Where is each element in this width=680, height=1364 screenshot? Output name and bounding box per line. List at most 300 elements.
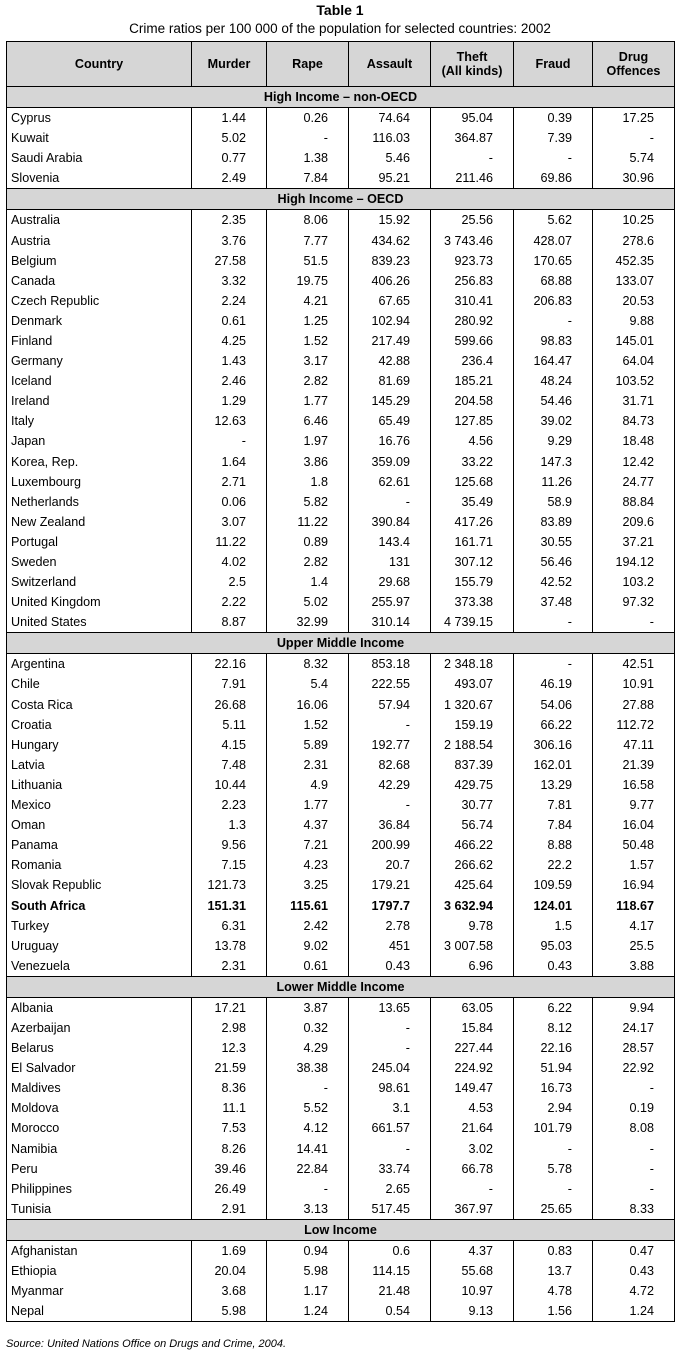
value-cell: 278.6: [593, 230, 675, 250]
country-cell: Japan: [7, 431, 192, 451]
value-cell: 16.76: [349, 431, 431, 451]
table-row: [7, 492, 675, 512]
country-cell: Maldives: [7, 1078, 192, 1098]
value-cell: 853.18: [349, 654, 431, 675]
value-cell: 2.82: [267, 552, 349, 572]
value-cell: 5.82: [267, 492, 349, 512]
value-cell: 209.6: [593, 512, 675, 532]
country-cell: El Salvador: [7, 1058, 192, 1078]
value-cell: 4.72: [593, 1281, 675, 1301]
country-cell: Oman: [7, 815, 192, 835]
value-cell: 5.98: [267, 1261, 349, 1281]
table-row: [7, 411, 675, 431]
value-cell: 2.23: [192, 795, 267, 815]
table-row: [7, 1078, 675, 1098]
country-cell: Romania: [7, 855, 192, 875]
value-cell: 18.48: [593, 431, 675, 451]
value-cell: 0.26: [267, 108, 349, 129]
value-cell: 22.92: [593, 1058, 675, 1078]
country-cell: Luxembourg: [7, 472, 192, 492]
value-cell: 42.88: [349, 351, 431, 371]
value-cell: 2 348.18: [431, 654, 514, 675]
value-cell: 12.63: [192, 411, 267, 431]
value-cell: 837.39: [431, 755, 514, 775]
value-cell: 1 320.67: [431, 695, 514, 715]
section-title: High Income – OECD: [7, 189, 675, 210]
value-cell: 25.65: [514, 1199, 593, 1220]
table-row: [7, 1179, 675, 1199]
country-cell: Slovak Republic: [7, 875, 192, 895]
value-cell: 162.01: [514, 755, 593, 775]
table-row: [7, 371, 675, 391]
value-cell: 255.97: [349, 592, 431, 612]
value-cell: 64.04: [593, 351, 675, 371]
country-cell: Lithuania: [7, 775, 192, 795]
value-cell: 145.29: [349, 391, 431, 411]
value-cell: 280.92: [431, 311, 514, 331]
value-cell: 7.48: [192, 755, 267, 775]
value-cell: 20.7: [349, 855, 431, 875]
value-cell: 417.26: [431, 512, 514, 532]
value-cell: -: [514, 1179, 593, 1199]
value-cell: 8.36: [192, 1078, 267, 1098]
value-cell: 20.04: [192, 1261, 267, 1281]
table-row: [7, 128, 675, 148]
value-cell: 2.65: [349, 1179, 431, 1199]
value-cell: 124.01: [514, 895, 593, 915]
value-cell: 8.08: [593, 1118, 675, 1138]
value-cell: 33.22: [431, 452, 514, 472]
value-cell: 5.98: [192, 1301, 267, 1322]
value-cell: 15.84: [431, 1018, 514, 1038]
value-cell: 452.35: [593, 251, 675, 271]
table-row: [7, 331, 675, 351]
table-row: [7, 552, 675, 572]
value-cell: 2.5: [192, 572, 267, 592]
section-title: Lower Middle Income: [7, 976, 675, 997]
value-cell: -: [431, 1179, 514, 1199]
table-row: [7, 391, 675, 411]
value-cell: 9.88: [593, 311, 675, 331]
value-cell: 428.07: [514, 230, 593, 250]
value-cell: 4.23: [267, 855, 349, 875]
country-cell: Moldova: [7, 1098, 192, 1118]
column-header-assault: Assault: [349, 42, 431, 87]
country-cell: Croatia: [7, 715, 192, 735]
value-cell: 10.91: [593, 674, 675, 694]
table-row: [7, 775, 675, 795]
value-cell: 4.9: [267, 775, 349, 795]
table-row: [7, 532, 675, 552]
table-row: [7, 1018, 675, 1038]
table-row: [7, 1118, 675, 1138]
value-cell: 256.83: [431, 271, 514, 291]
table-row: [7, 1139, 675, 1159]
value-cell: 37.21: [593, 532, 675, 552]
table-caption: Crime ratios per 100 000 of the population for selected countries: 2002: [129, 21, 551, 36]
value-cell: 11.22: [267, 512, 349, 532]
table-row: [7, 251, 675, 271]
value-cell: 192.77: [349, 735, 431, 755]
value-cell: 68.88: [514, 271, 593, 291]
value-cell: 25.56: [431, 210, 514, 231]
value-cell: 114.15: [349, 1261, 431, 1281]
value-cell: 4 739.15: [431, 612, 514, 633]
value-cell: 54.46: [514, 391, 593, 411]
country-cell: Belgium: [7, 251, 192, 271]
value-cell: 14.41: [267, 1139, 349, 1159]
value-cell: 7.21: [267, 835, 349, 855]
country-cell: Turkey: [7, 916, 192, 936]
value-cell: -: [593, 1139, 675, 1159]
value-cell: 82.68: [349, 755, 431, 775]
value-cell: 179.21: [349, 875, 431, 895]
value-cell: 13.65: [349, 997, 431, 1018]
value-cell: 425.64: [431, 875, 514, 895]
table-row: [7, 108, 675, 129]
value-cell: 0.83: [514, 1240, 593, 1261]
value-cell: 17.25: [593, 108, 675, 129]
value-cell: 25.5: [593, 936, 675, 956]
value-cell: 21.39: [593, 755, 675, 775]
value-cell: 27.58: [192, 251, 267, 271]
value-cell: 66.78: [431, 1159, 514, 1179]
value-cell: 118.67: [593, 895, 675, 915]
value-cell: 9.77: [593, 795, 675, 815]
value-cell: 27.88: [593, 695, 675, 715]
value-cell: 1.69: [192, 1240, 267, 1261]
table-row: [7, 735, 675, 755]
table-row: [7, 351, 675, 371]
value-cell: 62.61: [349, 472, 431, 492]
value-cell: 5.4: [267, 674, 349, 694]
table-row: [7, 311, 675, 331]
table-row: [7, 168, 675, 189]
value-cell: 1.52: [267, 331, 349, 351]
value-cell: 3.17: [267, 351, 349, 371]
value-cell: 101.79: [514, 1118, 593, 1138]
value-cell: 839.23: [349, 251, 431, 271]
country-cell: Namibia: [7, 1139, 192, 1159]
value-cell: 4.37: [431, 1240, 514, 1261]
value-cell: 26.49: [192, 1179, 267, 1199]
table-row: [7, 936, 675, 956]
table-row: [7, 895, 675, 915]
value-cell: 9.56: [192, 835, 267, 855]
value-cell: 5.78: [514, 1159, 593, 1179]
value-cell: -: [514, 654, 593, 675]
value-cell: 8.06: [267, 210, 349, 231]
value-cell: 2.42: [267, 916, 349, 936]
value-cell: 1.38: [267, 148, 349, 168]
value-cell: 266.62: [431, 855, 514, 875]
value-cell: 434.62: [349, 230, 431, 250]
country-cell: United Kingdom: [7, 592, 192, 612]
value-cell: -: [593, 128, 675, 148]
value-cell: 16.06: [267, 695, 349, 715]
country-cell: Mexico: [7, 795, 192, 815]
value-cell: -: [431, 148, 514, 168]
table-row: [7, 1058, 675, 1078]
value-cell: 7.81: [514, 795, 593, 815]
value-cell: 98.83: [514, 331, 593, 351]
value-cell: 1.44: [192, 108, 267, 129]
value-cell: 4.53: [431, 1098, 514, 1118]
value-cell: 2.49: [192, 168, 267, 189]
value-cell: 3.88: [593, 956, 675, 977]
table-row: [7, 916, 675, 936]
value-cell: 3.68: [192, 1281, 267, 1301]
value-cell: 19.75: [267, 271, 349, 291]
value-cell: 29.68: [349, 572, 431, 592]
section-title: Low Income: [7, 1219, 675, 1240]
column-header-rape: Rape: [267, 42, 349, 87]
value-cell: 1.5: [514, 916, 593, 936]
value-cell: 0.77: [192, 148, 267, 168]
value-cell: 451: [349, 936, 431, 956]
table-row: [7, 795, 675, 815]
value-cell: 5.52: [267, 1098, 349, 1118]
country-cell: Peru: [7, 1159, 192, 1179]
value-cell: 10.97: [431, 1281, 514, 1301]
value-cell: 493.07: [431, 674, 514, 694]
value-cell: 2 188.54: [431, 735, 514, 755]
value-cell: 116.03: [349, 128, 431, 148]
table-row: [7, 291, 675, 311]
table-number: Table 1: [316, 2, 364, 18]
value-cell: 3.25: [267, 875, 349, 895]
value-cell: 30.55: [514, 532, 593, 552]
value-cell: 2.24: [192, 291, 267, 311]
value-cell: 1.25: [267, 311, 349, 331]
column-header-murder: Murder: [192, 42, 267, 87]
value-cell: 1.64: [192, 452, 267, 472]
value-cell: 6.22: [514, 997, 593, 1018]
table-row: [7, 1240, 675, 1261]
country-cell: Australia: [7, 210, 192, 231]
country-cell: Switzerland: [7, 572, 192, 592]
value-cell: 307.12: [431, 552, 514, 572]
value-cell: 2.78: [349, 916, 431, 936]
value-cell: 83.89: [514, 512, 593, 532]
value-cell: 0.43: [349, 956, 431, 977]
value-cell: 5.62: [514, 210, 593, 231]
value-cell: 2.31: [267, 755, 349, 775]
value-cell: 147.3: [514, 452, 593, 472]
country-cell: Canada: [7, 271, 192, 291]
value-cell: 211.46: [431, 168, 514, 189]
value-cell: 1.8: [267, 472, 349, 492]
country-cell: Denmark: [7, 311, 192, 331]
value-cell: 1.4: [267, 572, 349, 592]
value-cell: 46.19: [514, 674, 593, 694]
value-cell: 3.76: [192, 230, 267, 250]
table-row: [7, 148, 675, 168]
value-cell: -: [349, 492, 431, 512]
value-cell: 127.85: [431, 411, 514, 431]
table-row: [7, 452, 675, 472]
value-cell: 69.86: [514, 168, 593, 189]
value-cell: 56.74: [431, 815, 514, 835]
value-cell: 143.4: [349, 532, 431, 552]
value-cell: 112.72: [593, 715, 675, 735]
value-cell: 48.24: [514, 371, 593, 391]
value-cell: 1.43: [192, 351, 267, 371]
value-cell: 3.02: [431, 1139, 514, 1159]
value-cell: 51.94: [514, 1058, 593, 1078]
source-note: Source: United Nations Office on Drugs and Crime, 2004.: [6, 1338, 287, 1350]
value-cell: -: [267, 1179, 349, 1199]
value-cell: 22.16: [192, 654, 267, 675]
table-row: [7, 1281, 675, 1301]
value-cell: 33.74: [349, 1159, 431, 1179]
value-cell: 1.24: [593, 1301, 675, 1322]
value-cell: 6.46: [267, 411, 349, 431]
value-cell: 11.26: [514, 472, 593, 492]
value-cell: 4.15: [192, 735, 267, 755]
value-cell: 66.22: [514, 715, 593, 735]
value-cell: 13.7: [514, 1261, 593, 1281]
value-cell: 1.3: [192, 815, 267, 835]
value-cell: 9.29: [514, 431, 593, 451]
value-cell: 0.32: [267, 1018, 349, 1038]
value-cell: 204.58: [431, 391, 514, 411]
value-cell: 4.25: [192, 331, 267, 351]
value-cell: 367.97: [431, 1199, 514, 1220]
value-cell: 310.41: [431, 291, 514, 311]
value-cell: -: [349, 1139, 431, 1159]
value-cell: 65.49: [349, 411, 431, 431]
value-cell: 5.74: [593, 148, 675, 168]
table-row: [7, 512, 675, 532]
value-cell: 8.32: [267, 654, 349, 675]
value-cell: 245.04: [349, 1058, 431, 1078]
table-row: [7, 1199, 675, 1220]
value-cell: 0.94: [267, 1240, 349, 1261]
value-cell: 149.47: [431, 1078, 514, 1098]
table-row: [7, 1301, 675, 1322]
header-row: [7, 42, 675, 87]
value-cell: 661.57: [349, 1118, 431, 1138]
country-cell: Panama: [7, 835, 192, 855]
value-cell: -: [593, 1179, 675, 1199]
value-cell: 54.06: [514, 695, 593, 715]
value-cell: 125.68: [431, 472, 514, 492]
value-cell: 28.57: [593, 1038, 675, 1058]
value-cell: 2.98: [192, 1018, 267, 1038]
value-cell: 9.94: [593, 997, 675, 1018]
column-header-drug-offences: Drug Offences: [593, 42, 675, 87]
value-cell: 2.22: [192, 592, 267, 612]
value-cell: 9.02: [267, 936, 349, 956]
value-cell: 310.14: [349, 612, 431, 633]
value-cell: 194.12: [593, 552, 675, 572]
value-cell: 4.12: [267, 1118, 349, 1138]
value-cell: 0.39: [514, 108, 593, 129]
country-cell: Albania: [7, 997, 192, 1018]
value-cell: 1797.7: [349, 895, 431, 915]
value-cell: 0.43: [593, 1261, 675, 1281]
value-cell: 164.47: [514, 351, 593, 371]
value-cell: 103.2: [593, 572, 675, 592]
value-cell: 3.32: [192, 271, 267, 291]
value-cell: 4.29: [267, 1038, 349, 1058]
country-cell: Cyprus: [7, 108, 192, 129]
value-cell: 12.3: [192, 1038, 267, 1058]
country-cell: Portugal: [7, 532, 192, 552]
value-cell: 517.45: [349, 1199, 431, 1220]
value-cell: 0.19: [593, 1098, 675, 1118]
table-row: [7, 472, 675, 492]
value-cell: -: [267, 128, 349, 148]
country-cell: Argentina: [7, 654, 192, 675]
value-cell: -: [514, 311, 593, 331]
value-cell: 429.75: [431, 775, 514, 795]
value-cell: 0.43: [514, 956, 593, 977]
value-cell: 21.64: [431, 1118, 514, 1138]
country-cell: Germany: [7, 351, 192, 371]
table-row: [7, 815, 675, 835]
value-cell: -: [349, 715, 431, 735]
value-cell: 4.37: [267, 815, 349, 835]
value-cell: 42.52: [514, 572, 593, 592]
value-cell: 1.17: [267, 1281, 349, 1301]
value-cell: 8.26: [192, 1139, 267, 1159]
value-cell: 1.57: [593, 855, 675, 875]
value-cell: 16.04: [593, 815, 675, 835]
country-cell: Costa Rica: [7, 695, 192, 715]
country-cell: Netherlands: [7, 492, 192, 512]
value-cell: 306.16: [514, 735, 593, 755]
value-cell: 39.02: [514, 411, 593, 431]
value-cell: 2.94: [514, 1098, 593, 1118]
country-cell: Venezuela: [7, 956, 192, 977]
value-cell: 170.65: [514, 251, 593, 271]
country-cell: Uruguay: [7, 936, 192, 956]
value-cell: 51.5: [267, 251, 349, 271]
value-cell: 1.97: [267, 431, 349, 451]
table-row: [7, 755, 675, 775]
country-cell: Philippines: [7, 1179, 192, 1199]
country-cell: Sweden: [7, 552, 192, 572]
value-cell: 81.69: [349, 371, 431, 391]
value-cell: 0.47: [593, 1240, 675, 1261]
value-cell: 32.99: [267, 612, 349, 633]
value-cell: 88.84: [593, 492, 675, 512]
country-cell: Iceland: [7, 371, 192, 391]
country-cell: South Africa: [7, 895, 192, 915]
value-cell: 47.11: [593, 735, 675, 755]
value-cell: 390.84: [349, 512, 431, 532]
value-cell: -: [593, 1078, 675, 1098]
value-cell: 145.01: [593, 331, 675, 351]
value-cell: 7.77: [267, 230, 349, 250]
value-cell: 15.92: [349, 210, 431, 231]
value-cell: 3 632.94: [431, 895, 514, 915]
value-cell: 3 743.46: [431, 230, 514, 250]
value-cell: 31.71: [593, 391, 675, 411]
country-cell: Slovenia: [7, 168, 192, 189]
value-cell: 10.25: [593, 210, 675, 231]
value-cell: 22.16: [514, 1038, 593, 1058]
value-cell: 30.96: [593, 168, 675, 189]
value-cell: 9.78: [431, 916, 514, 936]
value-cell: 58.9: [514, 492, 593, 512]
table-row: [7, 431, 675, 451]
value-cell: 13.78: [192, 936, 267, 956]
value-cell: 923.73: [431, 251, 514, 271]
value-cell: 3.13: [267, 1199, 349, 1220]
